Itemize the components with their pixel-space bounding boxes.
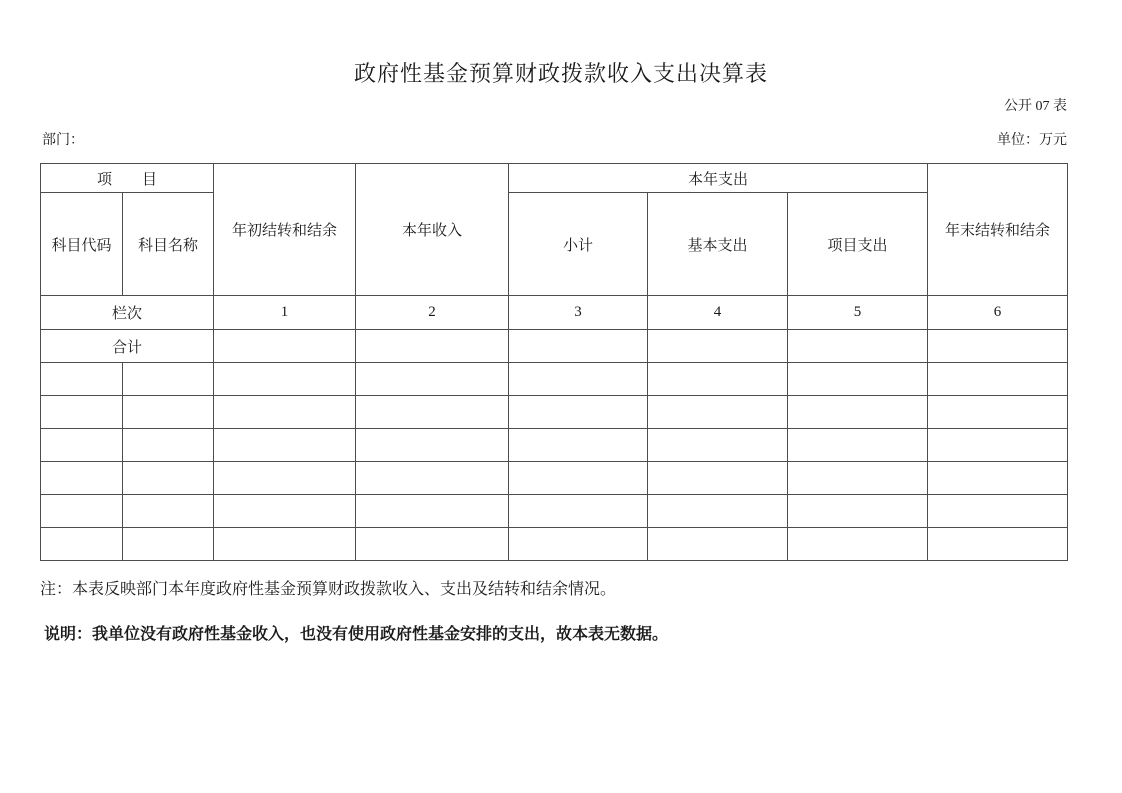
empty-data-row: [41, 363, 1068, 396]
header-closing-balance: 年末结转和结余: [928, 164, 1068, 296]
empty-closing-balance-cell: [928, 363, 1068, 396]
empty-closing-balance-cell: [928, 462, 1068, 495]
header-project-expenditure: 项目支出: [788, 193, 928, 296]
statement-note: 说明：我单位没有政府性基金收入，也没有使用政府性基金安排的支出，故本表无数据。: [44, 626, 669, 643]
empty-basic-expenditure-cell: [648, 396, 788, 429]
total-income-cell: [356, 330, 509, 363]
empty-subject-name-cell: [123, 495, 214, 528]
header-current-income: 本年收入: [356, 164, 509, 296]
header-project: 项 目: [41, 164, 214, 193]
column-index-3: 3: [509, 296, 648, 330]
header-row-2: [41, 193, 1068, 296]
header-subject-code: 科目代码: [41, 193, 123, 296]
empty-subject-code-cell: [41, 462, 123, 495]
empty-closing-balance-cell: [928, 396, 1068, 429]
empty-opening-balance-cell: [214, 495, 356, 528]
empty-opening-balance-cell: [214, 462, 356, 495]
page-title: 政府性基金预算财政拨款收入支出决算表: [353, 61, 768, 86]
empty-data-row: [41, 429, 1068, 462]
empty-closing-balance-cell: [928, 429, 1068, 462]
empty-data-row: [41, 495, 1068, 528]
empty-income-cell: [356, 462, 509, 495]
empty-subtotal-cell: [509, 528, 648, 561]
header-basic-expenditure: 基本支出: [648, 193, 788, 296]
empty-project-expenditure-cell: [788, 495, 928, 528]
empty-subject-name-cell: [123, 462, 214, 495]
column-index-4: 4: [648, 296, 788, 330]
header-row-1: [41, 164, 1068, 193]
empty-data-row: [41, 462, 1068, 495]
empty-subtotal-cell: [509, 363, 648, 396]
department-label: 部门：: [42, 133, 84, 148]
empty-data-row: [41, 528, 1068, 561]
empty-closing-balance-cell: [928, 495, 1068, 528]
empty-basic-expenditure-cell: [648, 363, 788, 396]
empty-subject-code-cell: [41, 495, 123, 528]
empty-subject-name-cell: [123, 396, 214, 429]
empty-subject-code-cell: [41, 363, 123, 396]
header-subject-name: 科目名称: [123, 193, 214, 296]
empty-closing-balance-cell: [928, 528, 1068, 561]
empty-subject-code-cell: [41, 396, 123, 429]
empty-project-expenditure-cell: [788, 396, 928, 429]
total-row: [41, 330, 1068, 363]
empty-subtotal-cell: [509, 396, 648, 429]
empty-subtotal-cell: [509, 462, 648, 495]
column-index-2: 2: [356, 296, 509, 330]
empty-subject-name-cell: [123, 528, 214, 561]
empty-opening-balance-cell: [214, 363, 356, 396]
empty-subject-code-cell: [41, 528, 123, 561]
empty-project-expenditure-cell: [788, 429, 928, 462]
empty-basic-expenditure-cell: [648, 462, 788, 495]
empty-opening-balance-cell: [214, 396, 356, 429]
empty-basic-expenditure-cell: [648, 528, 788, 561]
empty-income-cell: [356, 429, 509, 462]
form-code-label: 公开 07 表: [1004, 99, 1067, 114]
empty-subject-name-cell: [123, 363, 214, 396]
empty-project-expenditure-cell: [788, 363, 928, 396]
empty-income-cell: [356, 495, 509, 528]
total-project-expenditure-cell: [788, 330, 928, 363]
column-index-5: 5: [788, 296, 928, 330]
empty-project-expenditure-cell: [788, 462, 928, 495]
empty-income-cell: [356, 363, 509, 396]
column-index-1: 1: [214, 296, 356, 330]
total-subtotal-cell: [509, 330, 648, 363]
column-index-6: 6: [928, 296, 1068, 330]
empty-income-cell: [356, 396, 509, 429]
empty-income-cell: [356, 528, 509, 561]
column-index-label: 栏次: [41, 296, 214, 330]
footnote: 注：本表反映部门本年度政府性基金预算财政拨款收入、支出及结转和结余情况。: [40, 581, 617, 598]
header-subtotal: 小计: [509, 193, 648, 296]
empty-opening-balance-cell: [214, 429, 356, 462]
empty-data-row: [41, 396, 1068, 429]
empty-basic-expenditure-cell: [648, 495, 788, 528]
total-opening-balance-cell: [214, 330, 356, 363]
total-basic-expenditure-cell: [648, 330, 788, 363]
header-current-expenditure: 本年支出: [509, 164, 928, 193]
unit-label: 单位：万元: [997, 133, 1067, 148]
empty-subject-name-cell: [123, 429, 214, 462]
empty-project-expenditure-cell: [788, 528, 928, 561]
empty-subtotal-cell: [509, 495, 648, 528]
budget-table: [40, 163, 1068, 561]
empty-basic-expenditure-cell: [648, 429, 788, 462]
total-closing-balance-cell: [928, 330, 1068, 363]
header-opening-balance: 年初结转和结余: [214, 164, 356, 296]
empty-opening-balance-cell: [214, 528, 356, 561]
empty-subject-code-cell: [41, 429, 123, 462]
column-index-row: [41, 296, 1068, 330]
total-row-label: 合计: [41, 330, 214, 363]
empty-subtotal-cell: [509, 429, 648, 462]
